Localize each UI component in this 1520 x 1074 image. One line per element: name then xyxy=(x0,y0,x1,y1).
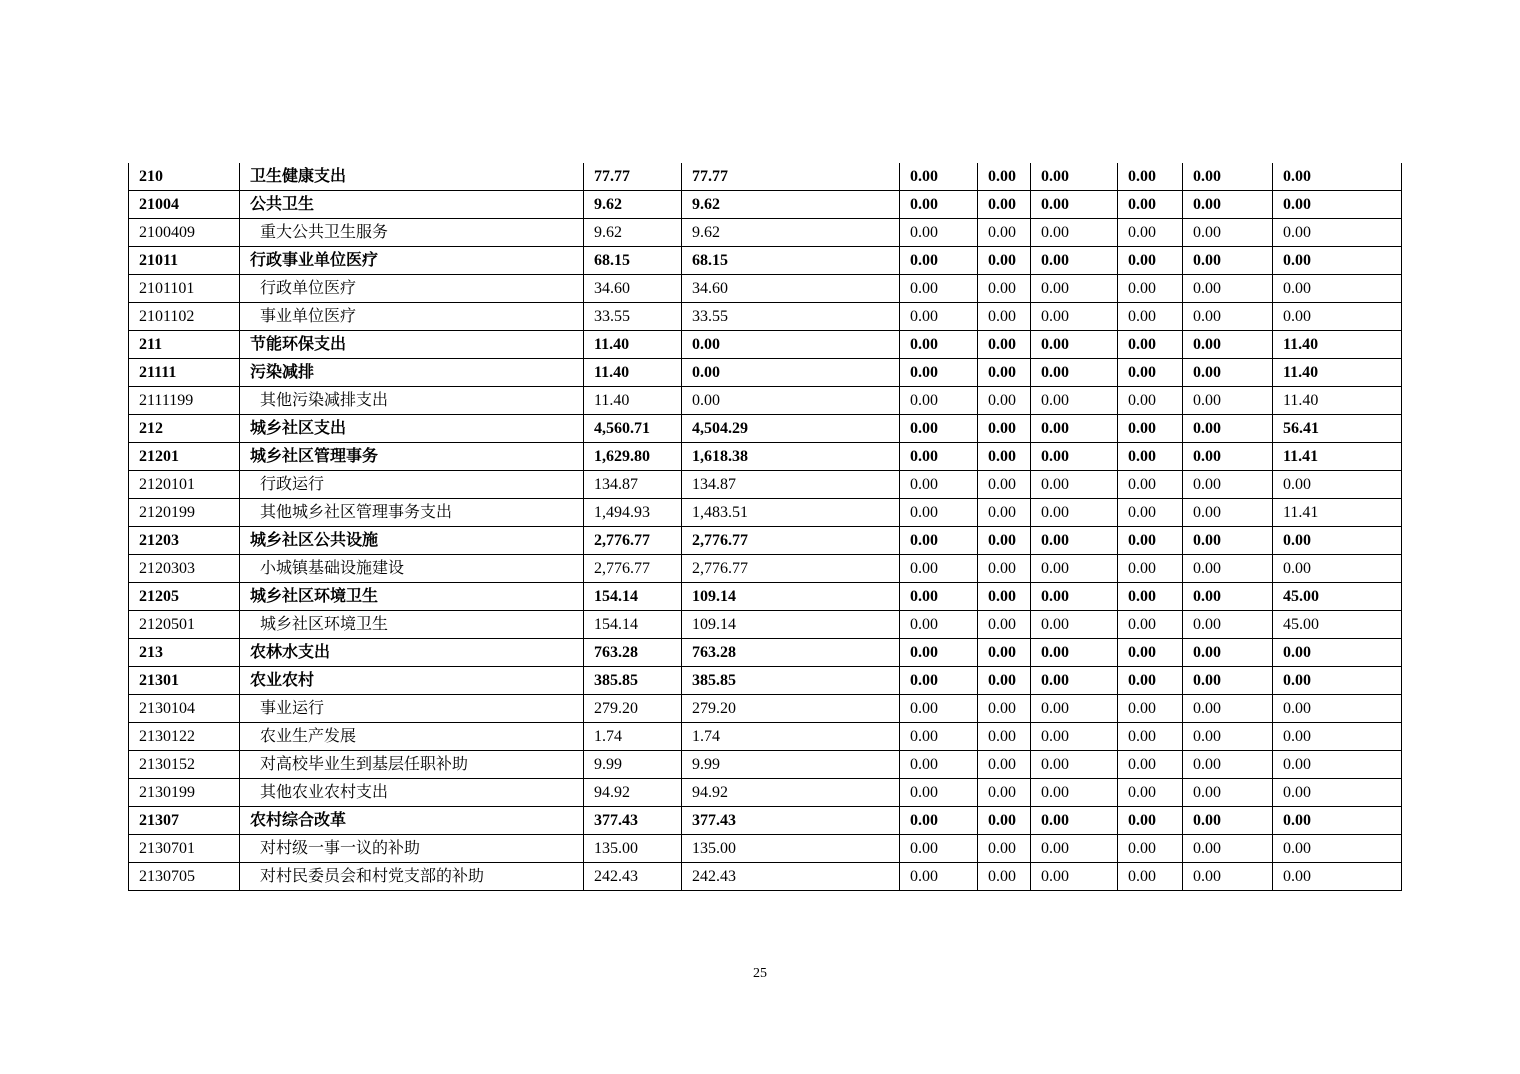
subject-name-cell: 对村民委员会和村党支部的补助 xyxy=(240,863,584,891)
amount-cell: 0.00 xyxy=(1118,863,1183,891)
table-row xyxy=(129,443,1402,471)
amount-cell: 2,776.77 xyxy=(584,555,682,583)
amount-cell: 0.00 xyxy=(978,751,1031,779)
amount-cell: 0.00 xyxy=(1273,751,1402,779)
amount-cell: 0.00 xyxy=(1273,723,1402,751)
amount-cell: 0.00 xyxy=(1183,695,1273,723)
amount-cell: 33.55 xyxy=(584,303,682,331)
amount-cell: 0.00 xyxy=(1183,639,1273,667)
amount-cell: 0.00 xyxy=(978,163,1031,191)
amount-cell: 0.00 xyxy=(1031,527,1118,555)
amount-cell: 0.00 xyxy=(978,359,1031,387)
subject-name-cell: 城乡社区环境卫生 xyxy=(240,611,584,639)
amount-cell: 109.14 xyxy=(682,583,900,611)
budget-table xyxy=(128,163,1402,891)
table-row xyxy=(129,555,1402,583)
amount-cell: 0.00 xyxy=(1273,275,1402,303)
table-row xyxy=(129,835,1402,863)
subject-name-cell: 对村级一事一议的补助 xyxy=(240,835,584,863)
amount-cell: 0.00 xyxy=(978,835,1031,863)
subject-name-cell: 其他城乡社区管理事务支出 xyxy=(240,499,584,527)
table-row xyxy=(129,387,1402,415)
amount-cell: 0.00 xyxy=(1183,835,1273,863)
amount-cell: 0.00 xyxy=(978,723,1031,751)
table-row xyxy=(129,667,1402,695)
amount-cell: 0.00 xyxy=(1031,695,1118,723)
amount-cell: 0.00 xyxy=(1031,751,1118,779)
subject-code-cell: 2101101 xyxy=(129,275,240,303)
amount-cell: 154.14 xyxy=(584,583,682,611)
amount-cell: 0.00 xyxy=(978,415,1031,443)
amount-cell: 0.00 xyxy=(900,695,978,723)
subject-name-cell: 节能环保支出 xyxy=(240,331,584,359)
subject-code-cell: 2120101 xyxy=(129,471,240,499)
subject-code-cell: 21004 xyxy=(129,191,240,219)
amount-cell: 9.62 xyxy=(584,191,682,219)
amount-cell: 0.00 xyxy=(1273,695,1402,723)
amount-cell: 377.43 xyxy=(584,807,682,835)
amount-cell: 0.00 xyxy=(978,387,1031,415)
amount-cell: 33.55 xyxy=(682,303,900,331)
table-row xyxy=(129,219,1402,247)
subject-name-cell: 农业农村 xyxy=(240,667,584,695)
amount-cell: 0.00 xyxy=(1031,835,1118,863)
table-row xyxy=(129,723,1402,751)
table-row xyxy=(129,863,1402,891)
subject-code-cell: 210 xyxy=(129,163,240,191)
amount-cell: 0.00 xyxy=(900,387,978,415)
amount-cell: 0.00 xyxy=(1273,639,1402,667)
amount-cell: 0.00 xyxy=(1118,639,1183,667)
amount-cell: 9.99 xyxy=(584,751,682,779)
subject-code-cell: 2100409 xyxy=(129,219,240,247)
amount-cell: 0.00 xyxy=(1031,275,1118,303)
amount-cell: 0.00 xyxy=(978,443,1031,471)
subject-code-cell: 2130152 xyxy=(129,751,240,779)
subject-name-cell: 农林水支出 xyxy=(240,639,584,667)
amount-cell: 0.00 xyxy=(978,695,1031,723)
amount-cell: 0.00 xyxy=(1118,415,1183,443)
amount-cell: 0.00 xyxy=(1031,247,1118,275)
amount-cell: 1.74 xyxy=(682,723,900,751)
subject-code-cell: 2130104 xyxy=(129,695,240,723)
subject-name-cell: 行政事业单位医疗 xyxy=(240,247,584,275)
subject-code-cell: 2130199 xyxy=(129,779,240,807)
amount-cell: 0.00 xyxy=(1118,387,1183,415)
subject-name-cell: 农业生产发展 xyxy=(240,723,584,751)
amount-cell: 0.00 xyxy=(1031,723,1118,751)
amount-cell: 0.00 xyxy=(1118,779,1183,807)
subject-code-cell: 21205 xyxy=(129,583,240,611)
amount-cell: 0.00 xyxy=(1031,555,1118,583)
amount-cell: 0.00 xyxy=(900,611,978,639)
amount-cell: 68.15 xyxy=(584,247,682,275)
amount-cell: 11.40 xyxy=(1273,331,1402,359)
amount-cell: 0.00 xyxy=(1273,163,1402,191)
amount-cell: 279.20 xyxy=(682,695,900,723)
amount-cell: 0.00 xyxy=(1183,359,1273,387)
subject-name-cell: 其他农业农村支出 xyxy=(240,779,584,807)
subject-name-cell: 城乡社区公共设施 xyxy=(240,527,584,555)
amount-cell: 0.00 xyxy=(1183,807,1273,835)
table-row xyxy=(129,499,1402,527)
amount-cell: 0.00 xyxy=(1183,415,1273,443)
amount-cell: 134.87 xyxy=(682,471,900,499)
amount-cell: 0.00 xyxy=(900,163,978,191)
amount-cell: 77.77 xyxy=(682,163,900,191)
amount-cell: 242.43 xyxy=(682,863,900,891)
subject-code-cell: 21301 xyxy=(129,667,240,695)
amount-cell: 0.00 xyxy=(900,191,978,219)
amount-cell: 11.41 xyxy=(1273,499,1402,527)
page-number: 25 xyxy=(753,966,767,981)
amount-cell: 0.00 xyxy=(1273,667,1402,695)
amount-cell: 0.00 xyxy=(1118,695,1183,723)
amount-cell: 0.00 xyxy=(1183,247,1273,275)
subject-code-cell: 2130122 xyxy=(129,723,240,751)
amount-cell: 0.00 xyxy=(1118,163,1183,191)
amount-cell: 0.00 xyxy=(1118,359,1183,387)
amount-cell: 0.00 xyxy=(682,331,900,359)
amount-cell: 0.00 xyxy=(978,303,1031,331)
amount-cell: 0.00 xyxy=(1031,331,1118,359)
amount-cell: 0.00 xyxy=(900,639,978,667)
amount-cell: 0.00 xyxy=(978,247,1031,275)
amount-cell: 134.87 xyxy=(584,471,682,499)
amount-cell: 0.00 xyxy=(978,191,1031,219)
amount-cell: 0.00 xyxy=(1118,331,1183,359)
amount-cell: 0.00 xyxy=(1273,863,1402,891)
amount-cell: 0.00 xyxy=(1273,219,1402,247)
table-row xyxy=(129,191,1402,219)
amount-cell: 0.00 xyxy=(1183,163,1273,191)
amount-cell: 34.60 xyxy=(682,275,900,303)
amount-cell: 0.00 xyxy=(1183,387,1273,415)
amount-cell: 0.00 xyxy=(900,807,978,835)
amount-cell: 0.00 xyxy=(1183,583,1273,611)
subject-name-cell: 农村综合改革 xyxy=(240,807,584,835)
amount-cell: 0.00 xyxy=(978,863,1031,891)
subject-code-cell: 2130701 xyxy=(129,835,240,863)
amount-cell: 0.00 xyxy=(1273,555,1402,583)
amount-cell: 0.00 xyxy=(1031,359,1118,387)
table-row xyxy=(129,639,1402,667)
table-body xyxy=(129,163,1402,891)
subject-name-cell: 污染减排 xyxy=(240,359,584,387)
amount-cell: 0.00 xyxy=(900,667,978,695)
amount-cell: 0.00 xyxy=(1031,443,1118,471)
table-row xyxy=(129,779,1402,807)
subject-name-cell: 小城镇基础设施建设 xyxy=(240,555,584,583)
amount-cell: 0.00 xyxy=(1273,835,1402,863)
amount-cell: 0.00 xyxy=(978,611,1031,639)
amount-cell: 0.00 xyxy=(900,471,978,499)
table-row xyxy=(129,247,1402,275)
amount-cell: 0.00 xyxy=(1118,835,1183,863)
amount-cell: 11.40 xyxy=(584,331,682,359)
amount-cell: 0.00 xyxy=(1183,219,1273,247)
subject-name-cell: 对高校毕业生到基层任职补助 xyxy=(240,751,584,779)
amount-cell: 377.43 xyxy=(682,807,900,835)
amount-cell: 11.40 xyxy=(1273,359,1402,387)
amount-cell: 763.28 xyxy=(584,639,682,667)
amount-cell: 0.00 xyxy=(1183,863,1273,891)
amount-cell: 11.40 xyxy=(584,387,682,415)
amount-cell: 0.00 xyxy=(1118,247,1183,275)
subject-name-cell: 行政运行 xyxy=(240,471,584,499)
table-row xyxy=(129,807,1402,835)
amount-cell: 0.00 xyxy=(1183,779,1273,807)
amount-cell: 0.00 xyxy=(1183,527,1273,555)
amount-cell: 1,618.38 xyxy=(682,443,900,471)
subject-code-cell: 21011 xyxy=(129,247,240,275)
amount-cell: 45.00 xyxy=(1273,611,1402,639)
amount-cell: 0.00 xyxy=(900,275,978,303)
amount-cell: 0.00 xyxy=(900,303,978,331)
amount-cell: 0.00 xyxy=(900,779,978,807)
amount-cell: 9.99 xyxy=(682,751,900,779)
amount-cell: 0.00 xyxy=(682,359,900,387)
table-row xyxy=(129,163,1402,191)
amount-cell: 0.00 xyxy=(1183,443,1273,471)
subject-name-cell: 城乡社区支出 xyxy=(240,415,584,443)
amount-cell: 0.00 xyxy=(1031,499,1118,527)
amount-cell: 0.00 xyxy=(1031,807,1118,835)
amount-cell: 0.00 xyxy=(1183,499,1273,527)
amount-cell: 0.00 xyxy=(978,667,1031,695)
subject-name-cell: 卫生健康支出 xyxy=(240,163,584,191)
amount-cell: 0.00 xyxy=(1183,667,1273,695)
table-row xyxy=(129,303,1402,331)
amount-cell: 1.74 xyxy=(584,723,682,751)
amount-cell: 0.00 xyxy=(1031,387,1118,415)
amount-cell: 94.92 xyxy=(682,779,900,807)
amount-cell: 0.00 xyxy=(1118,583,1183,611)
amount-cell: 0.00 xyxy=(1118,275,1183,303)
subject-name-cell: 行政单位医疗 xyxy=(240,275,584,303)
amount-cell: 0.00 xyxy=(1273,247,1402,275)
amount-cell: 242.43 xyxy=(584,863,682,891)
amount-cell: 0.00 xyxy=(1183,191,1273,219)
table-row xyxy=(129,415,1402,443)
amount-cell: 0.00 xyxy=(900,359,978,387)
amount-cell: 0.00 xyxy=(1118,723,1183,751)
amount-cell: 0.00 xyxy=(1118,191,1183,219)
table-row xyxy=(129,527,1402,555)
subject-code-cell: 21201 xyxy=(129,443,240,471)
amount-cell: 135.00 xyxy=(682,835,900,863)
amount-cell: 0.00 xyxy=(900,499,978,527)
amount-cell: 0.00 xyxy=(900,751,978,779)
amount-cell: 0.00 xyxy=(1118,443,1183,471)
amount-cell: 0.00 xyxy=(1031,863,1118,891)
amount-cell: 0.00 xyxy=(1031,163,1118,191)
amount-cell: 2,776.77 xyxy=(682,527,900,555)
amount-cell: 0.00 xyxy=(900,863,978,891)
amount-cell: 1,629.80 xyxy=(584,443,682,471)
subject-name-cell: 事业单位医疗 xyxy=(240,303,584,331)
amount-cell: 0.00 xyxy=(900,219,978,247)
subject-code-cell: 211 xyxy=(129,331,240,359)
amount-cell: 0.00 xyxy=(1118,751,1183,779)
table-row xyxy=(129,471,1402,499)
amount-cell: 0.00 xyxy=(978,499,1031,527)
amount-cell: 0.00 xyxy=(1118,499,1183,527)
subject-code-cell: 2120501 xyxy=(129,611,240,639)
amount-cell: 0.00 xyxy=(978,275,1031,303)
amount-cell: 385.85 xyxy=(682,667,900,695)
amount-cell: 0.00 xyxy=(1031,583,1118,611)
amount-cell: 34.60 xyxy=(584,275,682,303)
amount-cell: 0.00 xyxy=(1273,303,1402,331)
subject-code-cell: 2111199 xyxy=(129,387,240,415)
amount-cell: 0.00 xyxy=(1273,471,1402,499)
amount-cell: 0.00 xyxy=(1118,219,1183,247)
amount-cell: 68.15 xyxy=(682,247,900,275)
subject-name-cell: 城乡社区管理事务 xyxy=(240,443,584,471)
amount-cell: 0.00 xyxy=(900,415,978,443)
amount-cell: 0.00 xyxy=(1031,415,1118,443)
amount-cell: 0.00 xyxy=(900,331,978,359)
table-row xyxy=(129,583,1402,611)
amount-cell: 0.00 xyxy=(1118,527,1183,555)
amount-cell: 0.00 xyxy=(978,555,1031,583)
amount-cell: 0.00 xyxy=(1273,779,1402,807)
amount-cell: 385.85 xyxy=(584,667,682,695)
amount-cell: 0.00 xyxy=(1183,303,1273,331)
amount-cell: 11.40 xyxy=(584,359,682,387)
amount-cell: 4,504.29 xyxy=(682,415,900,443)
amount-cell: 0.00 xyxy=(1183,611,1273,639)
subject-code-cell: 2120303 xyxy=(129,555,240,583)
amount-cell: 0.00 xyxy=(1031,639,1118,667)
amount-cell: 0.00 xyxy=(978,807,1031,835)
amount-cell: 0.00 xyxy=(1183,555,1273,583)
amount-cell: 0.00 xyxy=(1118,555,1183,583)
amount-cell: 135.00 xyxy=(584,835,682,863)
table-row xyxy=(129,331,1402,359)
amount-cell: 1,494.93 xyxy=(584,499,682,527)
amount-cell: 0.00 xyxy=(1118,611,1183,639)
amount-cell: 0.00 xyxy=(978,639,1031,667)
amount-cell: 0.00 xyxy=(1031,667,1118,695)
subject-code-cell: 212 xyxy=(129,415,240,443)
amount-cell: 0.00 xyxy=(978,779,1031,807)
amount-cell: 56.41 xyxy=(1273,415,1402,443)
subject-code-cell: 2130705 xyxy=(129,863,240,891)
subject-code-cell: 21111 xyxy=(129,359,240,387)
subject-name-cell: 其他污染减排支出 xyxy=(240,387,584,415)
amount-cell: 0.00 xyxy=(900,723,978,751)
amount-cell: 0.00 xyxy=(1118,807,1183,835)
table-row xyxy=(129,275,1402,303)
amount-cell: 0.00 xyxy=(900,247,978,275)
amount-cell: 4,560.71 xyxy=(584,415,682,443)
amount-cell: 0.00 xyxy=(1118,303,1183,331)
amount-cell: 0.00 xyxy=(1183,723,1273,751)
table-row xyxy=(129,611,1402,639)
amount-cell: 1,483.51 xyxy=(682,499,900,527)
amount-cell: 0.00 xyxy=(1031,611,1118,639)
subject-code-cell: 2120199 xyxy=(129,499,240,527)
amount-cell: 45.00 xyxy=(1273,583,1402,611)
amount-cell: 9.62 xyxy=(682,191,900,219)
amount-cell: 0.00 xyxy=(900,583,978,611)
amount-cell: 0.00 xyxy=(682,387,900,415)
amount-cell: 763.28 xyxy=(682,639,900,667)
amount-cell: 94.92 xyxy=(584,779,682,807)
amount-cell: 0.00 xyxy=(1031,219,1118,247)
amount-cell: 0.00 xyxy=(1183,275,1273,303)
amount-cell: 0.00 xyxy=(978,583,1031,611)
amount-cell: 0.00 xyxy=(1273,807,1402,835)
amount-cell: 0.00 xyxy=(978,471,1031,499)
amount-cell: 0.00 xyxy=(1183,331,1273,359)
subject-name-cell: 重大公共卫生服务 xyxy=(240,219,584,247)
amount-cell: 77.77 xyxy=(584,163,682,191)
amount-cell: 0.00 xyxy=(1031,191,1118,219)
amount-cell: 0.00 xyxy=(978,527,1031,555)
amount-cell: 0.00 xyxy=(1118,667,1183,695)
amount-cell: 9.62 xyxy=(682,219,900,247)
amount-cell: 0.00 xyxy=(900,527,978,555)
subject-code-cell: 21203 xyxy=(129,527,240,555)
amount-cell: 0.00 xyxy=(1183,751,1273,779)
table-row xyxy=(129,359,1402,387)
subject-code-cell: 2101102 xyxy=(129,303,240,331)
amount-cell: 2,776.77 xyxy=(682,555,900,583)
subject-code-cell: 213 xyxy=(129,639,240,667)
amount-cell: 11.40 xyxy=(1273,387,1402,415)
amount-cell: 0.00 xyxy=(900,443,978,471)
amount-cell: 11.41 xyxy=(1273,443,1402,471)
amount-cell: 0.00 xyxy=(1031,779,1118,807)
amount-cell: 2,776.77 xyxy=(584,527,682,555)
amount-cell: 0.00 xyxy=(900,835,978,863)
amount-cell: 0.00 xyxy=(1273,527,1402,555)
amount-cell: 0.00 xyxy=(1031,303,1118,331)
table-row xyxy=(129,695,1402,723)
amount-cell: 279.20 xyxy=(584,695,682,723)
amount-cell: 0.00 xyxy=(978,331,1031,359)
amount-cell: 154.14 xyxy=(584,611,682,639)
amount-cell: 0.00 xyxy=(1183,471,1273,499)
amount-cell: 109.14 xyxy=(682,611,900,639)
subject-name-cell: 事业运行 xyxy=(240,695,584,723)
amount-cell: 0.00 xyxy=(900,555,978,583)
subject-code-cell: 21307 xyxy=(129,807,240,835)
subject-name-cell: 城乡社区环境卫生 xyxy=(240,583,584,611)
amount-cell: 0.00 xyxy=(1118,471,1183,499)
amount-cell: 9.62 xyxy=(584,219,682,247)
amount-cell: 0.00 xyxy=(978,219,1031,247)
table-row xyxy=(129,751,1402,779)
amount-cell: 0.00 xyxy=(1031,471,1118,499)
amount-cell: 0.00 xyxy=(1273,191,1402,219)
subject-name-cell: 公共卫生 xyxy=(240,191,584,219)
